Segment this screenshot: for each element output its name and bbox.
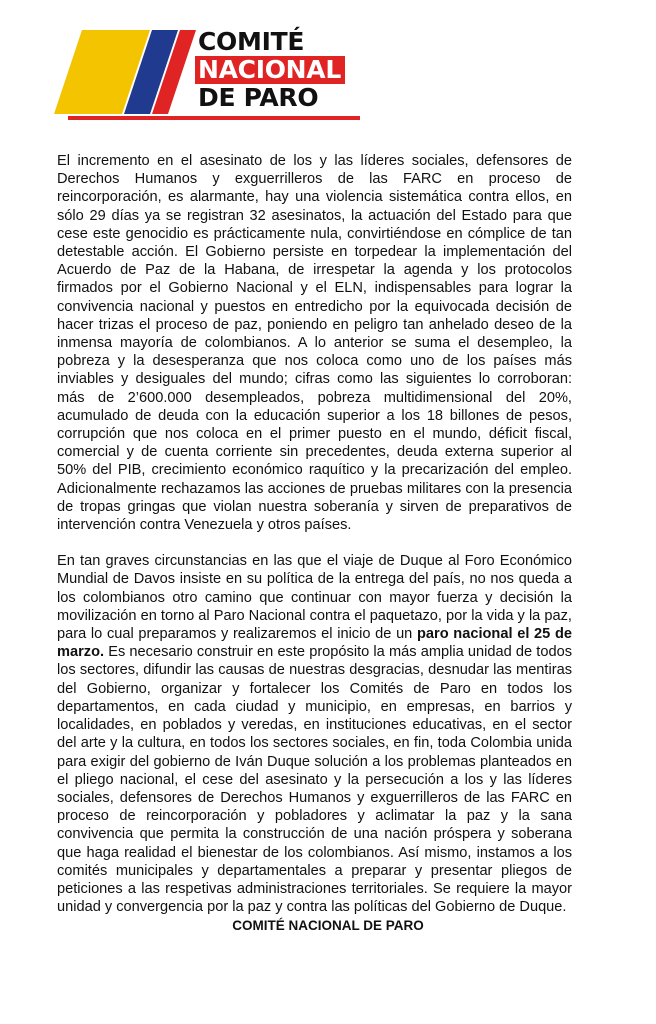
paragraph-2-bold-date: paro nacional el 25 de marzo. bbox=[57, 626, 573, 661]
signature: COMITÉ NACIONAL DE PARO bbox=[232, 918, 424, 933]
logo bbox=[0, 0, 656, 130]
document-body bbox=[57, 152, 572, 934]
logo-line-de-paro: DE PARO bbox=[198, 83, 319, 112]
logo-line-comite: COMITÉ bbox=[198, 27, 305, 56]
logo-line-nacional: NACIONAL bbox=[195, 56, 345, 84]
logo-wordmark bbox=[198, 28, 345, 112]
red-underline bbox=[68, 116, 360, 120]
paragraph-2 bbox=[57, 552, 572, 916]
paragraph-2-text-end: Es necesario construir en este propósito la más amplia unidad de todos los sectores, difundir las causas de nuestras desgracias, desnudar las mentiras del Gobierno, organizar y fortalecer los Comités de Paro en todos los departamentos, en cada ciudad y municipio, en empresas, en barrios y localidades, en poblados y veredas, en instituciones educativas, en el sector del arte y la cultura, en todos los sectores sociales, en fin, toda Colombia unida para exigir del gobierno de Iván Duque solución a los problemas planteados en el pliego nacional, el cese del asesinato y la persecución a los y las líderes sociales, defensores de Derechos Humanos y exguerrilleros de las FARC en proceso de reincorporación y pobladores y aclimatar la paz y la sana convivencia que permita la construcción de una nación próspera y soberana que haga realidad el bienestar de los colombianos. Así mismo, instamos a los comités municipales y departamentales a preparar y presentar pliegos de peticiones a las respetivas administraciones territoriales. Se requiere la mayor unidad y convergencia por la paz y contra las políticas del Gobierno de Duque. bbox=[57, 644, 572, 916]
paragraph-2-text-start: En tan graves circunstancias en las que el viaje de Duque al Foro Económico Mundial de Davos insiste en su política de la entrega del país, no nos queda a los colombianos otro camino que continuar con mayor fuerza y decisión la movilización en torno al Paro Nacional contra el paquetazo, por la vida y la paz, para lo cual preparamos y realizaremos el inicio de un bbox=[57, 553, 572, 643]
paragraph-1: El incremento en el asesinato de los y las líderes sociales, defensores de Derechos Humanos y exguerrilleros de las FARC en proceso de reincorporación, es alarmante, hay una violencia sistemática contra ellos, en sólo 29 días ya se registran 32 asesinatos, la actuación del Estado para que cese este genocidio es prácticamente nula, convirtiéndose en cómplice de tan detestable acción. El Gobierno persiste en torpedear la implementación del Acuerdo de Paz de la Habana, de irrespetar la agenda y los protocolos firmados por el Gobierno Nacional y el ELN, indispensables para lograr la convivencia nacional y puestos en entredicho por la equivocada decisión de hacer trizas el proceso de paz, poniendo en peligro tan anhelado deseo de la inmensa mayoría de colombianos. A lo anterior se suma el desempleo, la pobreza y la desesperanza que nos coloca como uno de los países más inviables y desiguales del mundo; cifras como las siguientes lo corroboran: más de 2’600.000 desempleados, pobreza multidimensional del 20%, acumulado de deuda con la educación superior a los 18 billones de pesos, corrupción que nos coloca en el primer puesto en el mundo, déficit fiscal, comercial y de cuenta corriente sin precedentes, deuda externa superior al 50% del PIB, crecimiento económico raquítico y la precarización del empleo. Adicionalmente rechazamos las acciones de pruebas militares con la presencia de tropas gringas que violan nuestra soberanía y sirven de preparativos de intervención contra Venezuela y otros países. bbox=[57, 153, 572, 534]
